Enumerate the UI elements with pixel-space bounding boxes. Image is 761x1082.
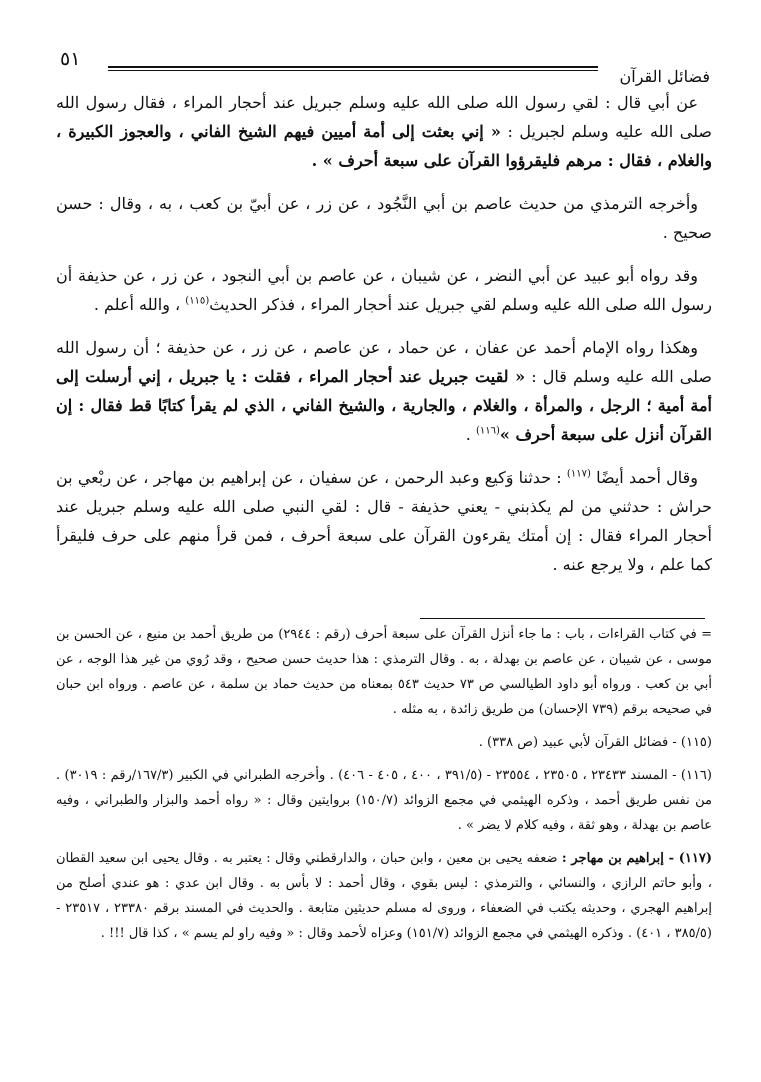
page-number: ٥١ (60, 48, 81, 70)
header-rule (108, 66, 598, 68)
footnotes (56, 622, 712, 954)
paragraph-text: وقد رواه أبو عبيد عن أبي النضر ، عن شيبان ، عن عاصم بن أبي النجود ، عن زر ، عن حذيفة أن رسول الله صلى الله عليه وسلم لقي جبريل عند أحجار المراء ، فذكر الحديث (56, 266, 712, 314)
paragraph-3 (56, 261, 712, 319)
footnote-117 (56, 846, 712, 946)
main-text (56, 88, 712, 593)
header-rule-thin (108, 70, 598, 71)
paragraph-text-end: . (465, 425, 476, 444)
paragraph-text: وأخرجه الترمذي من حديث عاصم بن أبي النَّجُود ، عن زر ، عن أبيّ بن كعب ، به ، وقال : حسن صحيح . (56, 194, 712, 242)
hadith-quote: « لقيت جبريل عند أحجار المراء ، فقلت : يا جبريل ، إني أرسلت إلى أمة أمية ؛ الرجل ، والمرأة ، والغلام ، والجارية ، والشيخ الفاني ، الذي لم يقرأ كتابًا قط فقال : إن القرآن أنزل على سبعة أحرف » (56, 367, 712, 444)
footnote-separator (420, 618, 705, 619)
footnote-115 (56, 730, 712, 755)
paragraph-4 (56, 333, 712, 449)
footnote-text: (١١٥) - فضائل القرآن لأبي عبيد (ص ٣٣٨) . (478, 735, 712, 750)
paragraph-text: وهكذا رواه الإمام أحمد عن عفان ، عن حماد ، عن عاصم ، عن زر ، عن حذيفة ؛ أن رسول الله صلى الله عليه وسلم قال : (56, 338, 713, 386)
footnote-text: ضعفه يحيى بن معين ، وابن حبان ، والدارقطني وقال : يعتبر به . وقال يحيى ابن سعيد القطان ، وأبو حاتم الرازي ، والنسائي ، والترمذي : ليس بقوي ، وقال أحمد : لا بأس به . وقال ابن عدي : هو عندي أصلح من إبراهيم الهجري ، وحديثه يكتب في الضعفاء ، وروى له مسلم حديثين متابعة . والحديث في المسند برقم ٢٣٣٨٠ ، ٢٣٥١٧ - (٣٨٥/٥ ، ٤٠١) . وذكره الهيثمي في مجمع الزوائد (١٥١/٧) وعزاه لأحمد وقال : « وفيه راو لم يسم » ، كذا قال !!! . (56, 851, 713, 941)
footnote-lead: (١١٧) - إبراهيم بن مهاجر : (561, 851, 712, 866)
paragraph-2 (56, 189, 712, 247)
paragraph-5 (56, 463, 712, 579)
paragraph-text-end: ، والله أعلم . (93, 295, 186, 314)
running-title: فضائل القرآن (619, 67, 710, 86)
footnote-continued (56, 622, 712, 722)
paragraph-1 (56, 88, 712, 175)
paragraph-text: وقال أحمد أيضًا (590, 468, 699, 487)
paragraph-text-end: : حدثنا وَكيع وعبد الرحمن ، عن سفيان ، عن إبراهيم بن مهاجر ، عن ربْعي بن حراش : حدثني من لم يكذبني - يعني حذيفة - قال : لقي النبي صلى الله عليه وسلم جبريل عند أحجار المراء فقال : إن أمتك يقرءون القرآن على سبعة أحرف ، فمن قرأ منهم على حرف فليقرأ كما علم ، ولا يرجع عنه . (56, 468, 712, 574)
footnote-116 (56, 763, 712, 838)
footnote-text: = في كتاب القراءات ، باب : ما جاء أنزل القرآن على سبعة أحرف (رقم : ٢٩٤٤) من طريق أحمد بن منيع ، عن الحسن بن موسى ، عن شيبان ، عن عاصم بن بهدلة ، به . وقال الترمذي : هذا حديث حسن صحيح ، وقد رُوي من غير هذا الوجه ، عن أبي بن كعب . ورواه أبو داود الطيالسي ص ٧٣ حديث ٥٤٣ بمعناه من حديث حماد بن سلمة ، عن عاصم . ورواه ابن حبان في صحيحه برقم (٧٣٩ الإحسان) من طريق زائدة ، به مثله . (56, 627, 712, 717)
footnote-ref-115: (١١٥) (185, 295, 210, 307)
paragraph-text: عن أبي قال : لقي رسول الله صلى الله عليه وسلم جبريل عند أحجار المراء ، فقال رسول الله صلى الله عليه وسلم لجبريل : (56, 93, 713, 141)
page-header (60, 44, 710, 84)
footnote-text: (١١٦) - المسند ٢٣٤٣٣ ، ٢٣٥٠٥ ، ٢٣٥٥٤ - (٣٩١/٥ ، ٤٠٠ ، ٤٠٥ - ٤٠٦) . وأخرجه الطبراني في الكبير (١٦٧/٣/رقم : ٣٠١٩) . من نفس طريق أحمد ، وذكره الهيثمي في مجمع الزوائد (١٥٠/٧) بروايتين وقال : « رواه أحمد والبزار والطبراني ، وفيه عاصم بن بهدلة ، وهو ثقة ، وفيه كلام لا يضر » . (56, 768, 712, 833)
footnote-ref-117: (١١٧) (566, 468, 591, 480)
footnote-ref-116: (١١٦) (475, 425, 500, 437)
hadith-quote: « إني بعثت إلى أمة أميين فيهم الشيخ الفاني ، والعجوز الكبيرة ، والغلام ، فقال : مرهم فليقرؤوا القرآن على سبعة أحرف » . (56, 122, 712, 170)
